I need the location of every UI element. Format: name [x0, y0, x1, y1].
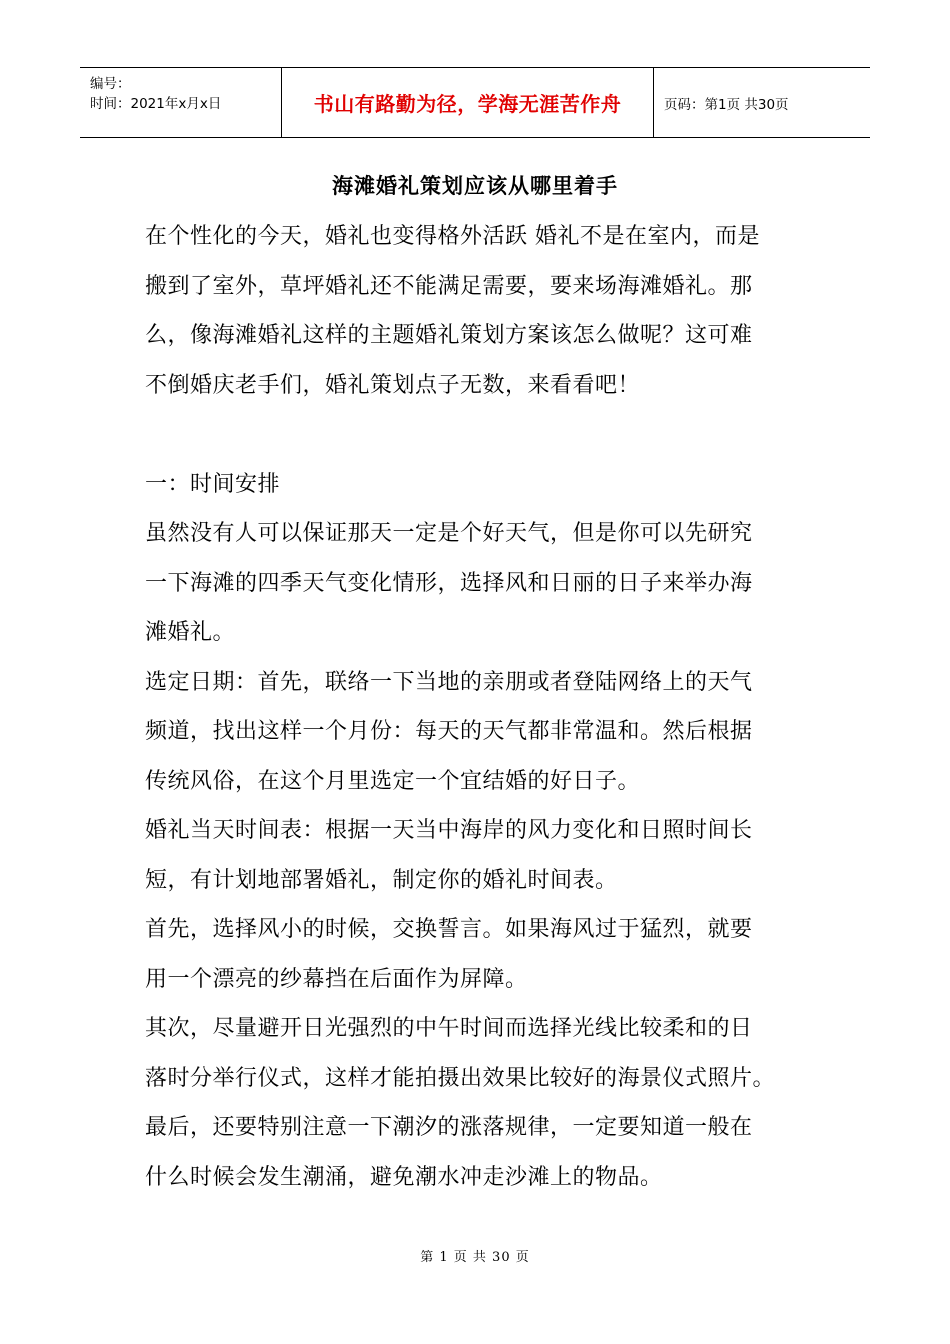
document-body	[145, 212, 810, 1202]
document-title: 海滩婚礼策划应该从哪里着手	[332, 173, 618, 198]
body-line: 短，有计划地部署婚礼，制定你的婚礼时间表。	[145, 867, 618, 893]
body-line: 落时分举行仪式，这样才能拍摄出效果比较好的海景仪式照片。	[145, 1065, 776, 1091]
body-line: 其次，尽量避开日光强烈的中午时间而选择光线比较柔和的日	[145, 1016, 753, 1041]
section-heading: 一：时间安排	[145, 471, 281, 497]
body-line: 传统风俗，在这个月里选定一个宜结婚的好日子。	[145, 768, 641, 794]
header-number: 编号：	[90, 76, 131, 92]
body-line: 什么时候会发生潮涌，避免潮水冲走沙滩上的物品。	[145, 1164, 663, 1190]
intro-line: 不倒婚庆老手们，婚礼策划点子无数，来看看吧！	[145, 372, 641, 398]
intro-line: 搬到了室外，草坪婚礼还不能满足需要，要来场海滩婚礼。那	[145, 273, 753, 299]
page-footer: 第 1 页 共 30 页	[420, 1250, 530, 1265]
header-motto-cell	[282, 68, 654, 137]
body-line: 频道，找出这样一个月份：每天的天气都非常温和。然后根据	[145, 719, 753, 744]
body-line: 滩婚礼。	[145, 620, 236, 645]
body-line: 用一个漂亮的纱幕挡在后面作为屏障。	[145, 966, 528, 992]
header-meta	[80, 68, 282, 137]
body-line: 最后，还要特别注意一下潮汐的涨落规律，一定要知道一般在	[145, 1115, 753, 1140]
blank-line	[145, 410, 810, 460]
intro-line: 在个性化的今天，婚礼也变得格外活跃 婚礼不是在室内，而是	[145, 224, 760, 249]
header-table	[80, 67, 870, 138]
header-time: 时间：2021年x月x日	[90, 96, 222, 112]
header-page-info: 页码：第1页 共30页	[664, 96, 789, 113]
header-motto: 书山有路勤为径，学海无涯苦作舟	[313, 92, 622, 116]
body-line: 婚礼当天时间表：根据一天当中海岸的风力变化和日照时间长	[145, 818, 753, 843]
body-line: 虽然没有人可以保证那天一定是个好天气，但是你可以先研究	[145, 521, 753, 546]
intro-line: 么，像海滩婚礼这样的主题婚礼策划方案该怎么做呢？这可难	[145, 323, 753, 348]
body-line: 一下海滩的四季天气变化情形，选择风和日丽的日子来举办海	[145, 570, 753, 596]
body-line: 选定日期：首先，联络一下当地的亲朋或者登陆网络上的天气	[145, 669, 753, 695]
body-line: 首先，选择风小的时候，交换誓言。如果海风过于猛烈，就要	[145, 917, 753, 942]
